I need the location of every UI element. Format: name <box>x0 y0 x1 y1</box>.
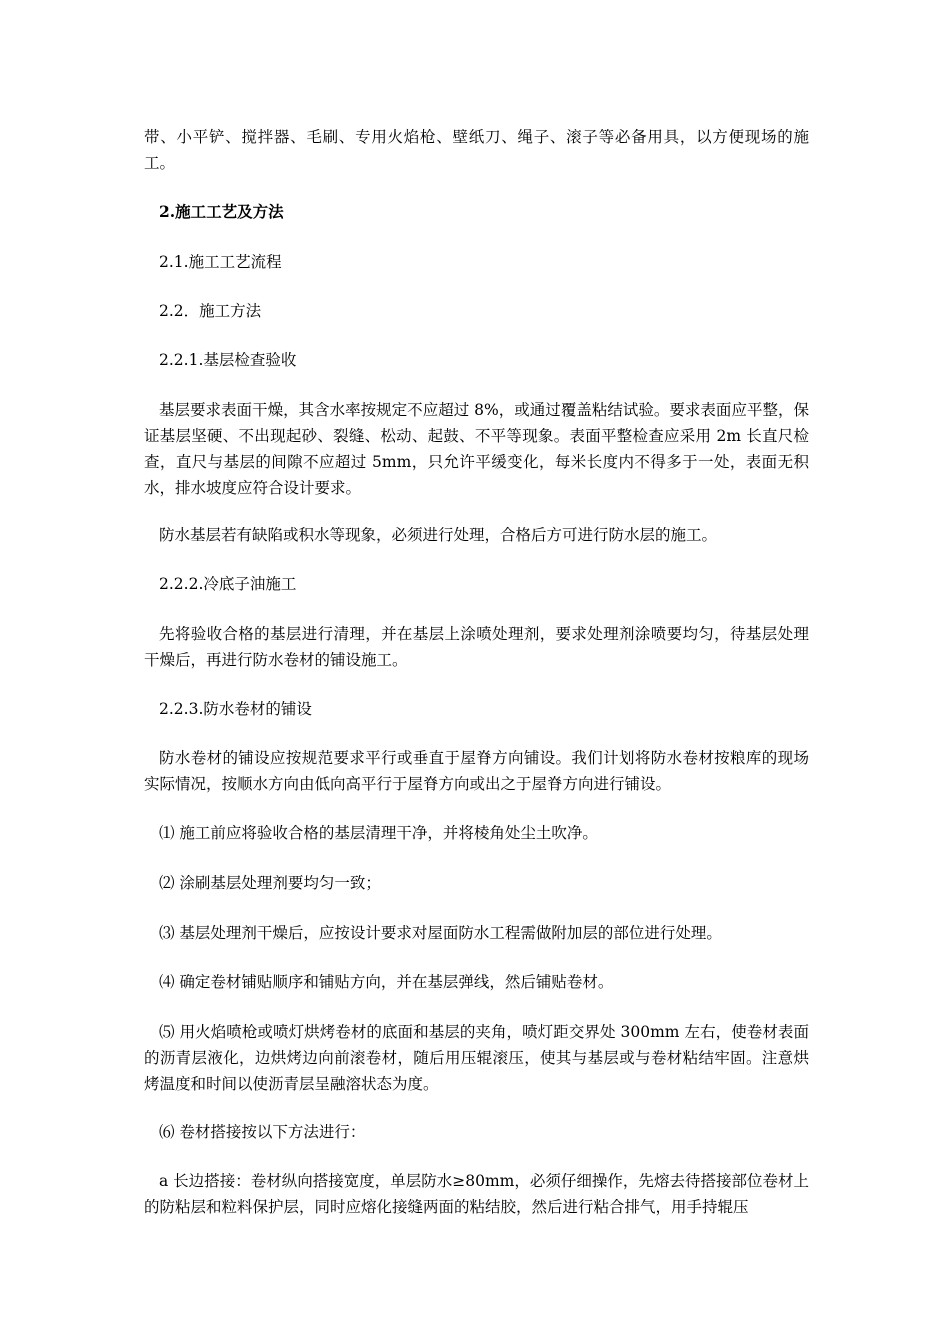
subsection-heading-2-2-3: 2.2.3.防水卷材的铺设 <box>159 700 312 718</box>
list-item-a: a 长边搭接：卷材纵向搭接宽度，单层防水≥80mm，必须仔细操作，先熔去待搭接部位卷材上的防粘层和粒料保护层，同时应熔化接缝两面的粘结胶，然后进行粘合排气，用手持辊压 <box>144 1172 809 1216</box>
subsection-heading-2-2: 2.2．施工方法 <box>159 302 262 320</box>
intro-paragraph: 带、小平铲、搅拌器、毛刷、专用火焰枪、壁纸刀、绳子、滚子等必备用具，以方便现场的施工。 <box>144 128 809 172</box>
base-inspection-paragraph: 基层要求表面干燥，其含水率按规定不应超过 8%，或通过覆盖粘结试验。要求表面应平整，保证基层坚硬、不出现起砂、裂缝、松动、起鼓、不平等现象。表面平整检查应采用 2m 长直尺检查，直尺与基层的间隙不应超过 5mm，只允许平缓变化，每米长度内不得多于一处，表面无积水，排水坡度应符合设计要求。 <box>144 401 809 497</box>
list-item-6: ⑹ 卷材搭接按以下方法进行： <box>159 1123 366 1141</box>
list-item-5: ⑸ 用火焰喷枪或喷灯烘烤卷材的底面和基层的夹角，喷灯距交界处 300mm 左右，使卷材表面的沥青层液化，边烘烤边向前滚卷材，随后用压辊滚压，使其与基层或与卷材粘结牢固。注意烘烤温度和时间以使沥青层呈融溶状态为度。 <box>144 1023 809 1093</box>
subsection-heading-2-1: 2.1.施工工艺流程 <box>159 253 282 271</box>
membrane-paragraph: 防水卷材的铺设应按规范要求平行或垂直于屋脊方向铺设。我们计划将防水卷材按粮库的现场实际情况，按顺水方向由低向高平行于屋脊方向或出之于屋脊方向进行铺设。 <box>144 749 809 793</box>
list-item-2: ⑵ 涂刷基层处理剂要均匀一致； <box>159 874 381 892</box>
primer-paragraph: 先将验收合格的基层进行清理，并在基层上涂喷处理剂，要求处理剂涂喷要均匀，待基层处理干燥后，再进行防水卷材的铺设施工。 <box>144 625 809 669</box>
list-item-3: ⑶ 基层处理剂干燥后，应按设计要求对屋面防水工程需做附加层的部位进行处理。 <box>159 924 722 942</box>
subsection-heading-2-2-2: 2.2.2.冷底子油施工 <box>159 575 297 593</box>
section-heading-2: 2.施工工艺及方法 <box>159 202 284 221</box>
subsection-heading-2-2-1: 2.2.1.基层检查验收 <box>159 351 297 369</box>
list-item-1: ⑴ 施工前应将验收合格的基层清理干净，并将棱角处尘土吹净。 <box>159 824 598 842</box>
list-item-4: ⑷ 确定卷材铺贴顺序和铺贴方向，并在基层弹线，然后铺贴卷材。 <box>159 973 614 991</box>
base-defect-paragraph: 防水基层若有缺陷或积水等现象，必须进行处理，合格后方可进行防水层的施工。 <box>159 526 718 544</box>
